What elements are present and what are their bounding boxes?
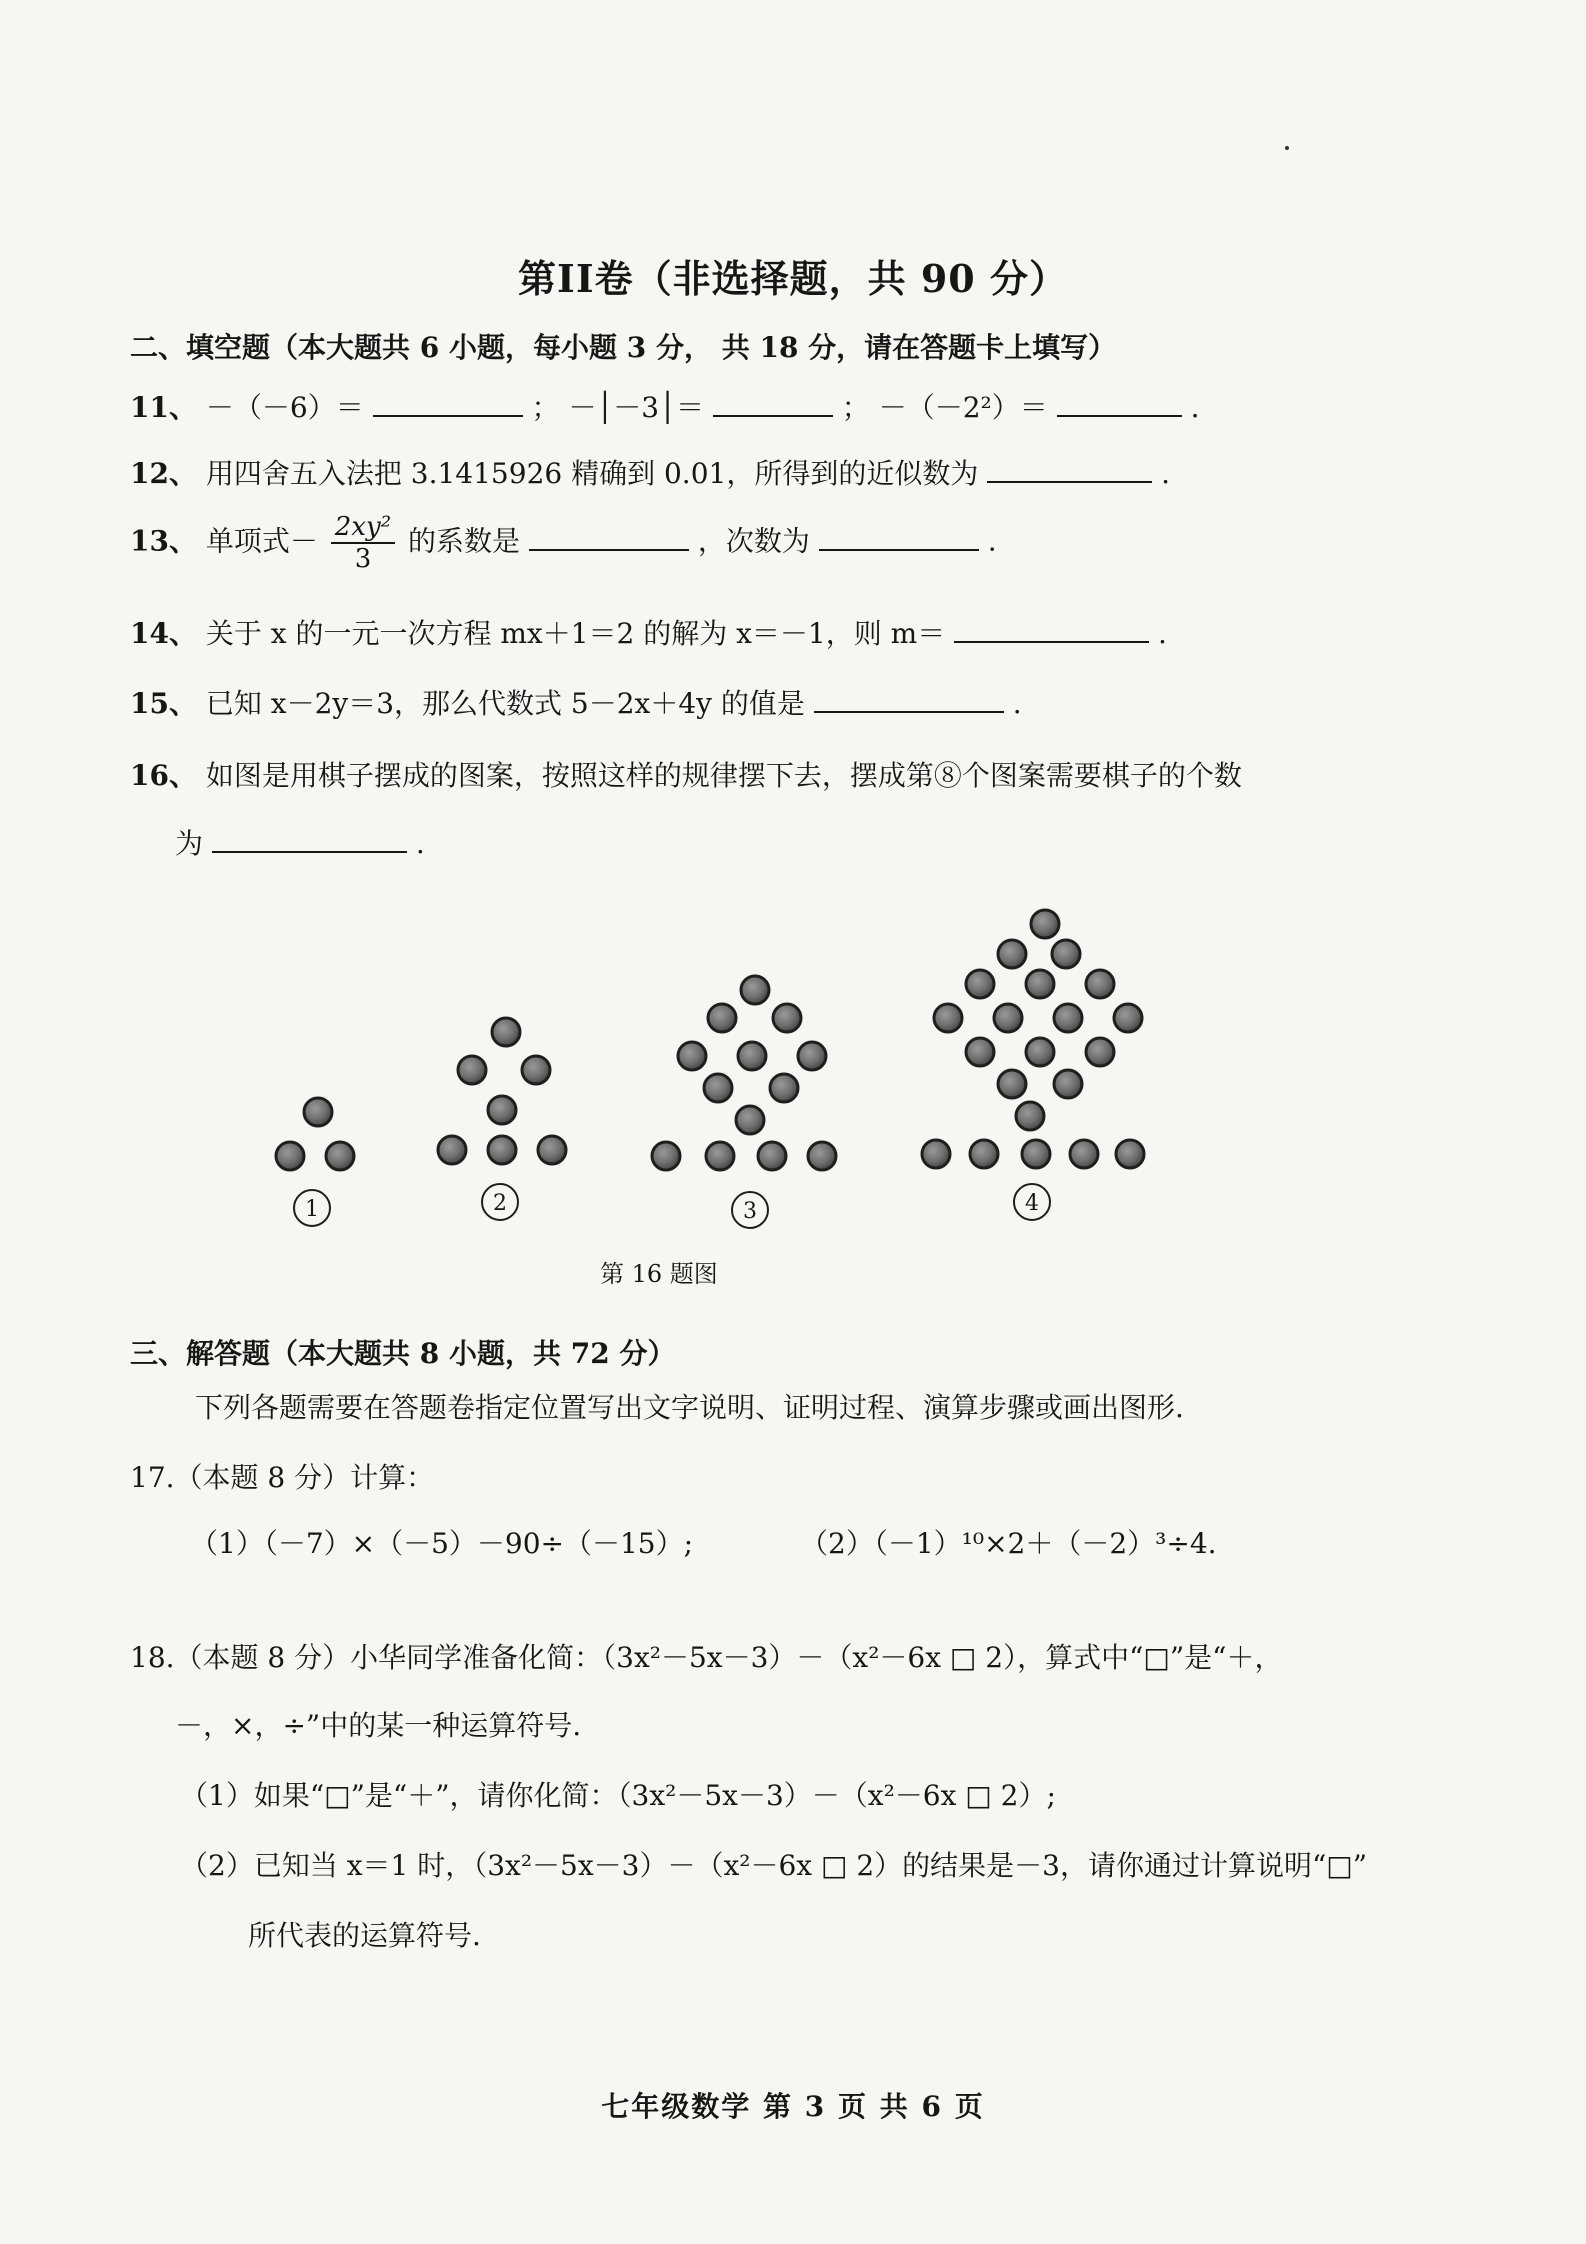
q13-end: . — [987, 524, 997, 558]
chess-piece — [488, 1096, 516, 1124]
chess-piece — [1016, 1102, 1044, 1130]
q13-blank-coefficient[interactable] — [529, 521, 689, 551]
chess-piece — [970, 1140, 998, 1168]
chess-piece — [704, 1074, 732, 1102]
chess-piece — [1054, 1004, 1082, 1032]
section2-header: 二、填空题（本大题共 6 小题，每小题 3 分， 共 18 分，请在答题卡上填写） — [130, 331, 1117, 364]
chess-piece — [438, 1136, 466, 1164]
chess-piece — [998, 1070, 1026, 1098]
chess-piece — [738, 1042, 766, 1070]
q16-end: . — [415, 827, 425, 860]
chess-piece — [998, 940, 1026, 968]
q16-blank[interactable] — [212, 823, 407, 853]
q13-mid2: ，次数为 — [697, 524, 810, 558]
chess-piece — [798, 1042, 826, 1070]
chess-piece — [326, 1142, 354, 1170]
q15-number: 15、 — [130, 687, 197, 720]
q11-part-c: －（－2²）＝ — [878, 391, 1048, 424]
chess-piece — [741, 976, 769, 1004]
pattern-label: 4 — [1025, 1191, 1039, 1216]
q17-part-1: （1）（－7）×（－5）－90÷（－15）; — [190, 1527, 694, 1560]
q16-text: 如图是用棋子摆成的图案，按照这样的规律摆下去，摆成第⑧个图案需要棋子的个数 — [205, 759, 1242, 792]
q13-mid: 的系数是 — [408, 524, 521, 558]
q13-fraction-denominator: 3 — [354, 544, 372, 574]
q14-text: 关于 x 的一元一次方程 mx＋1＝2 的解为 x＝－1，则 m＝ — [205, 617, 946, 650]
q13-number: 13、 — [130, 524, 197, 558]
chess-piece — [808, 1142, 836, 1170]
chess-piece — [492, 1018, 520, 1046]
chess-piece — [652, 1142, 680, 1170]
q14-blank[interactable] — [954, 613, 1149, 643]
q17-head: 17.（本题 8 分）计算： — [130, 1461, 435, 1494]
chess-piece — [1054, 1070, 1082, 1098]
q13-fraction-numerator: 2xy² — [331, 512, 395, 544]
chess-piece — [488, 1136, 516, 1164]
question-14 — [130, 612, 1167, 652]
pattern-label-circle — [732, 1192, 768, 1228]
q12-end: . — [1161, 457, 1171, 490]
q18-part-2a: （2）已知当 x＝1 时，（3x²－5x－3）－（x²－6x □ 2）的结果是－3，请你通过计算说明“□” — [180, 1849, 1368, 1882]
q11-blank-b[interactable] — [713, 387, 833, 417]
q17-part-2: （2）（－1）¹⁰×2＋（－2）³÷4. — [800, 1527, 1217, 1560]
section3-instruction: 下列各题需要在答题卷指定位置写出文字说明、证明过程、演算步骤或画出图形. — [195, 1391, 1184, 1424]
pattern-label-circle — [1014, 1184, 1050, 1220]
chess-piece — [678, 1042, 706, 1070]
chess-piece — [708, 1004, 736, 1032]
chess-piece — [1070, 1140, 1098, 1168]
chess-piece — [538, 1136, 566, 1164]
q12-number: 12、 — [130, 457, 197, 490]
question-15 — [130, 682, 1022, 722]
chess-piece — [1026, 970, 1054, 998]
q11-part-a: －（－6）＝ — [205, 391, 364, 424]
chess-piece — [1026, 1038, 1054, 1066]
chess-piece — [770, 1074, 798, 1102]
chess-piece — [458, 1056, 486, 1084]
chess-piece — [1086, 1038, 1114, 1066]
chess-piece — [758, 1142, 786, 1170]
q11-end: . — [1190, 391, 1200, 424]
q15-end: . — [1012, 687, 1022, 720]
chess-piece — [1052, 940, 1080, 968]
q13-fraction — [331, 512, 395, 574]
q11-blank-a[interactable] — [373, 387, 523, 417]
chess-piece — [994, 1004, 1022, 1032]
q18-part-2b: 所代表的运算符号. — [248, 1919, 481, 1952]
chess-piece — [966, 1038, 994, 1066]
question-12 — [130, 452, 1170, 492]
question-13 — [130, 512, 997, 574]
q13-blank-degree[interactable] — [819, 521, 979, 551]
section3-header: 三、解答题（本大题共 8 小题，共 72 分） — [130, 1337, 676, 1370]
chess-piece — [1114, 1004, 1142, 1032]
q18-line2: －，×，÷”中的某一种运算符号. — [175, 1709, 582, 1742]
pattern-label-circle — [482, 1184, 518, 1220]
q18-line1: 18.（本题 8 分）小华同学准备化简：（3x²－5x－3）－（x²－6x □ 2），算式中“□”是“＋， — [130, 1641, 1283, 1674]
q13-pre: 单项式－ — [205, 524, 318, 558]
chess-piece — [1031, 910, 1059, 938]
q15-blank[interactable] — [814, 683, 1004, 713]
chess-piece — [773, 1004, 801, 1032]
q16-number: 16、 — [130, 759, 197, 792]
q18-part-1: （1）如果“□”是“＋”，请你化简：（3x²－5x－3）－（x²－6x □ 2）; — [180, 1779, 1056, 1812]
q11-part-b: －│－3│＝ — [568, 391, 704, 424]
chess-piece — [522, 1056, 550, 1084]
q15-text: 已知 x－2y＝3，那么代数式 5－2x＋4y 的值是 — [205, 687, 805, 720]
section-title: 第II卷（非选择题，共 90 分） — [518, 256, 1068, 301]
q14-number: 14、 — [130, 617, 197, 650]
pattern-label: 2 — [493, 1191, 507, 1216]
pattern-label: 3 — [743, 1199, 757, 1224]
q14-end: . — [1158, 617, 1167, 650]
chess-piece — [934, 1004, 962, 1032]
page-footer: 七年级数学 第 3 页 共 6 页 — [601, 2090, 985, 2123]
question-17 — [130, 1456, 434, 1496]
chess-piece — [1022, 1140, 1050, 1168]
q12-text: 用四舍五入法把 3.1415926 精确到 0.01，所得到的近似数为 — [205, 457, 979, 490]
question-16-line2 — [175, 822, 425, 862]
scan-speck — [1285, 146, 1289, 150]
q11-separator: ； — [841, 391, 870, 424]
q16-text-2: 为 — [175, 827, 204, 860]
question-16 — [130, 754, 1242, 794]
chess-piece — [736, 1106, 764, 1134]
chess-piece — [304, 1098, 332, 1126]
q11-blank-c[interactable] — [1057, 387, 1182, 417]
chess-piece — [706, 1142, 734, 1170]
chess-piece — [1086, 970, 1114, 998]
q11-separator: ； — [531, 391, 560, 424]
chess-piece — [1116, 1140, 1144, 1168]
question-11 — [130, 386, 1199, 426]
pattern-label-circle — [294, 1190, 330, 1226]
q11-number: 11、 — [130, 391, 197, 424]
q12-blank[interactable] — [987, 453, 1152, 483]
pattern-label: 1 — [305, 1197, 319, 1222]
chess-piece — [966, 970, 994, 998]
figure-caption: 第 16 题图 — [600, 1260, 718, 1288]
chess-piece — [276, 1142, 304, 1170]
chess-piece — [922, 1140, 950, 1168]
